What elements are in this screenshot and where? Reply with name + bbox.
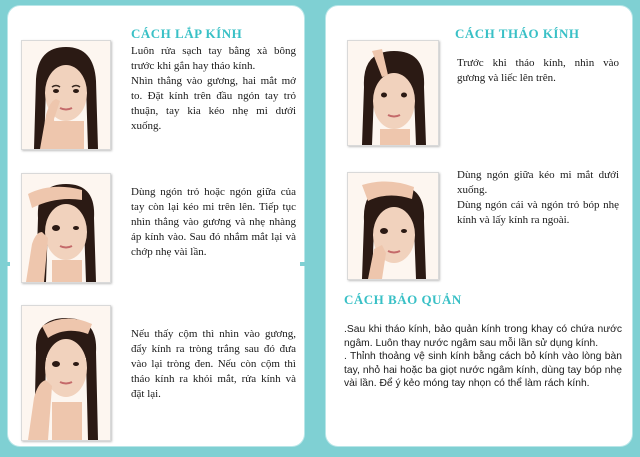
- insert-lens-title: CÁCH LẮP KÍNH: [131, 26, 243, 41]
- woman-lifting-upper-eyelid-photo: [21, 173, 111, 283]
- insert-step-1-text: Luôn rửa sạch tay bằng xà bông trước khi gắn hay tháo kính. Nhìn thẳng vào gương, hai mắt mở to. Đặt kính trên đầu ngón tay trỏ thuận, tay kia kéo nhẹ mi dưới xuống.: [131, 45, 296, 132]
- woman-holding-eye-open-photo: [21, 305, 111, 441]
- lens-care-title: CÁCH BẢO QUẢN: [344, 292, 462, 307]
- woman-looking-up-photo: [347, 40, 439, 146]
- divider-tick: [0, 262, 10, 266]
- remove-step-1-text: Trước khi tháo kính, nhìn vào gương và liếc lên trên.: [457, 57, 619, 84]
- remove-lens-title: CÁCH THÁO KÍNH: [455, 26, 580, 41]
- woman-pulling-lower-eyelid-photo: [21, 40, 111, 150]
- lens-care-text: .Sau khi tháo kính, bảo quản kính trong khay có chứa nước ngâm. Luôn thay nước ngâm sau mỗi lần sử dụng kính. . Thỉnh thoảng vệ sinh kính bằng cách bỏ kính vào lòng bàn tay, nhỏ hai hoặc ba giọt nước ngâm kính, dùng tay bóp nhẹ vài lần. Để ý kẻo móng tay nhọn có thể làm rách kính.: [344, 324, 622, 389]
- woman-pinching-lens-photo: [347, 172, 439, 280]
- insert-step-2-text: Dùng ngón trỏ hoặc ngón giữa của tay còn lại kéo mi trên lên. Tiếp tục nhìn thẳng vào gương và nhẹ nhàng áp kính vào. Sau đó nhắm mắt lại và chớp nhẹ vài lần.: [131, 186, 296, 258]
- insert-step-3-text: Nếu thấy cộm thì nhìn vào gương, đẩy kính ra tròng trắng sau đó đưa vào lại tròng đen. Nếu còn cộm thì tháo kính ra khỏi mắt, rửa kính và đặt lại.: [131, 328, 296, 400]
- remove-step-2-text: Dùng ngón giữa kéo mi mắt dưới xuống. Dùng ngón cái và ngón trỏ bóp nhẹ kính và lấy kính ra ngoài.: [457, 169, 619, 226]
